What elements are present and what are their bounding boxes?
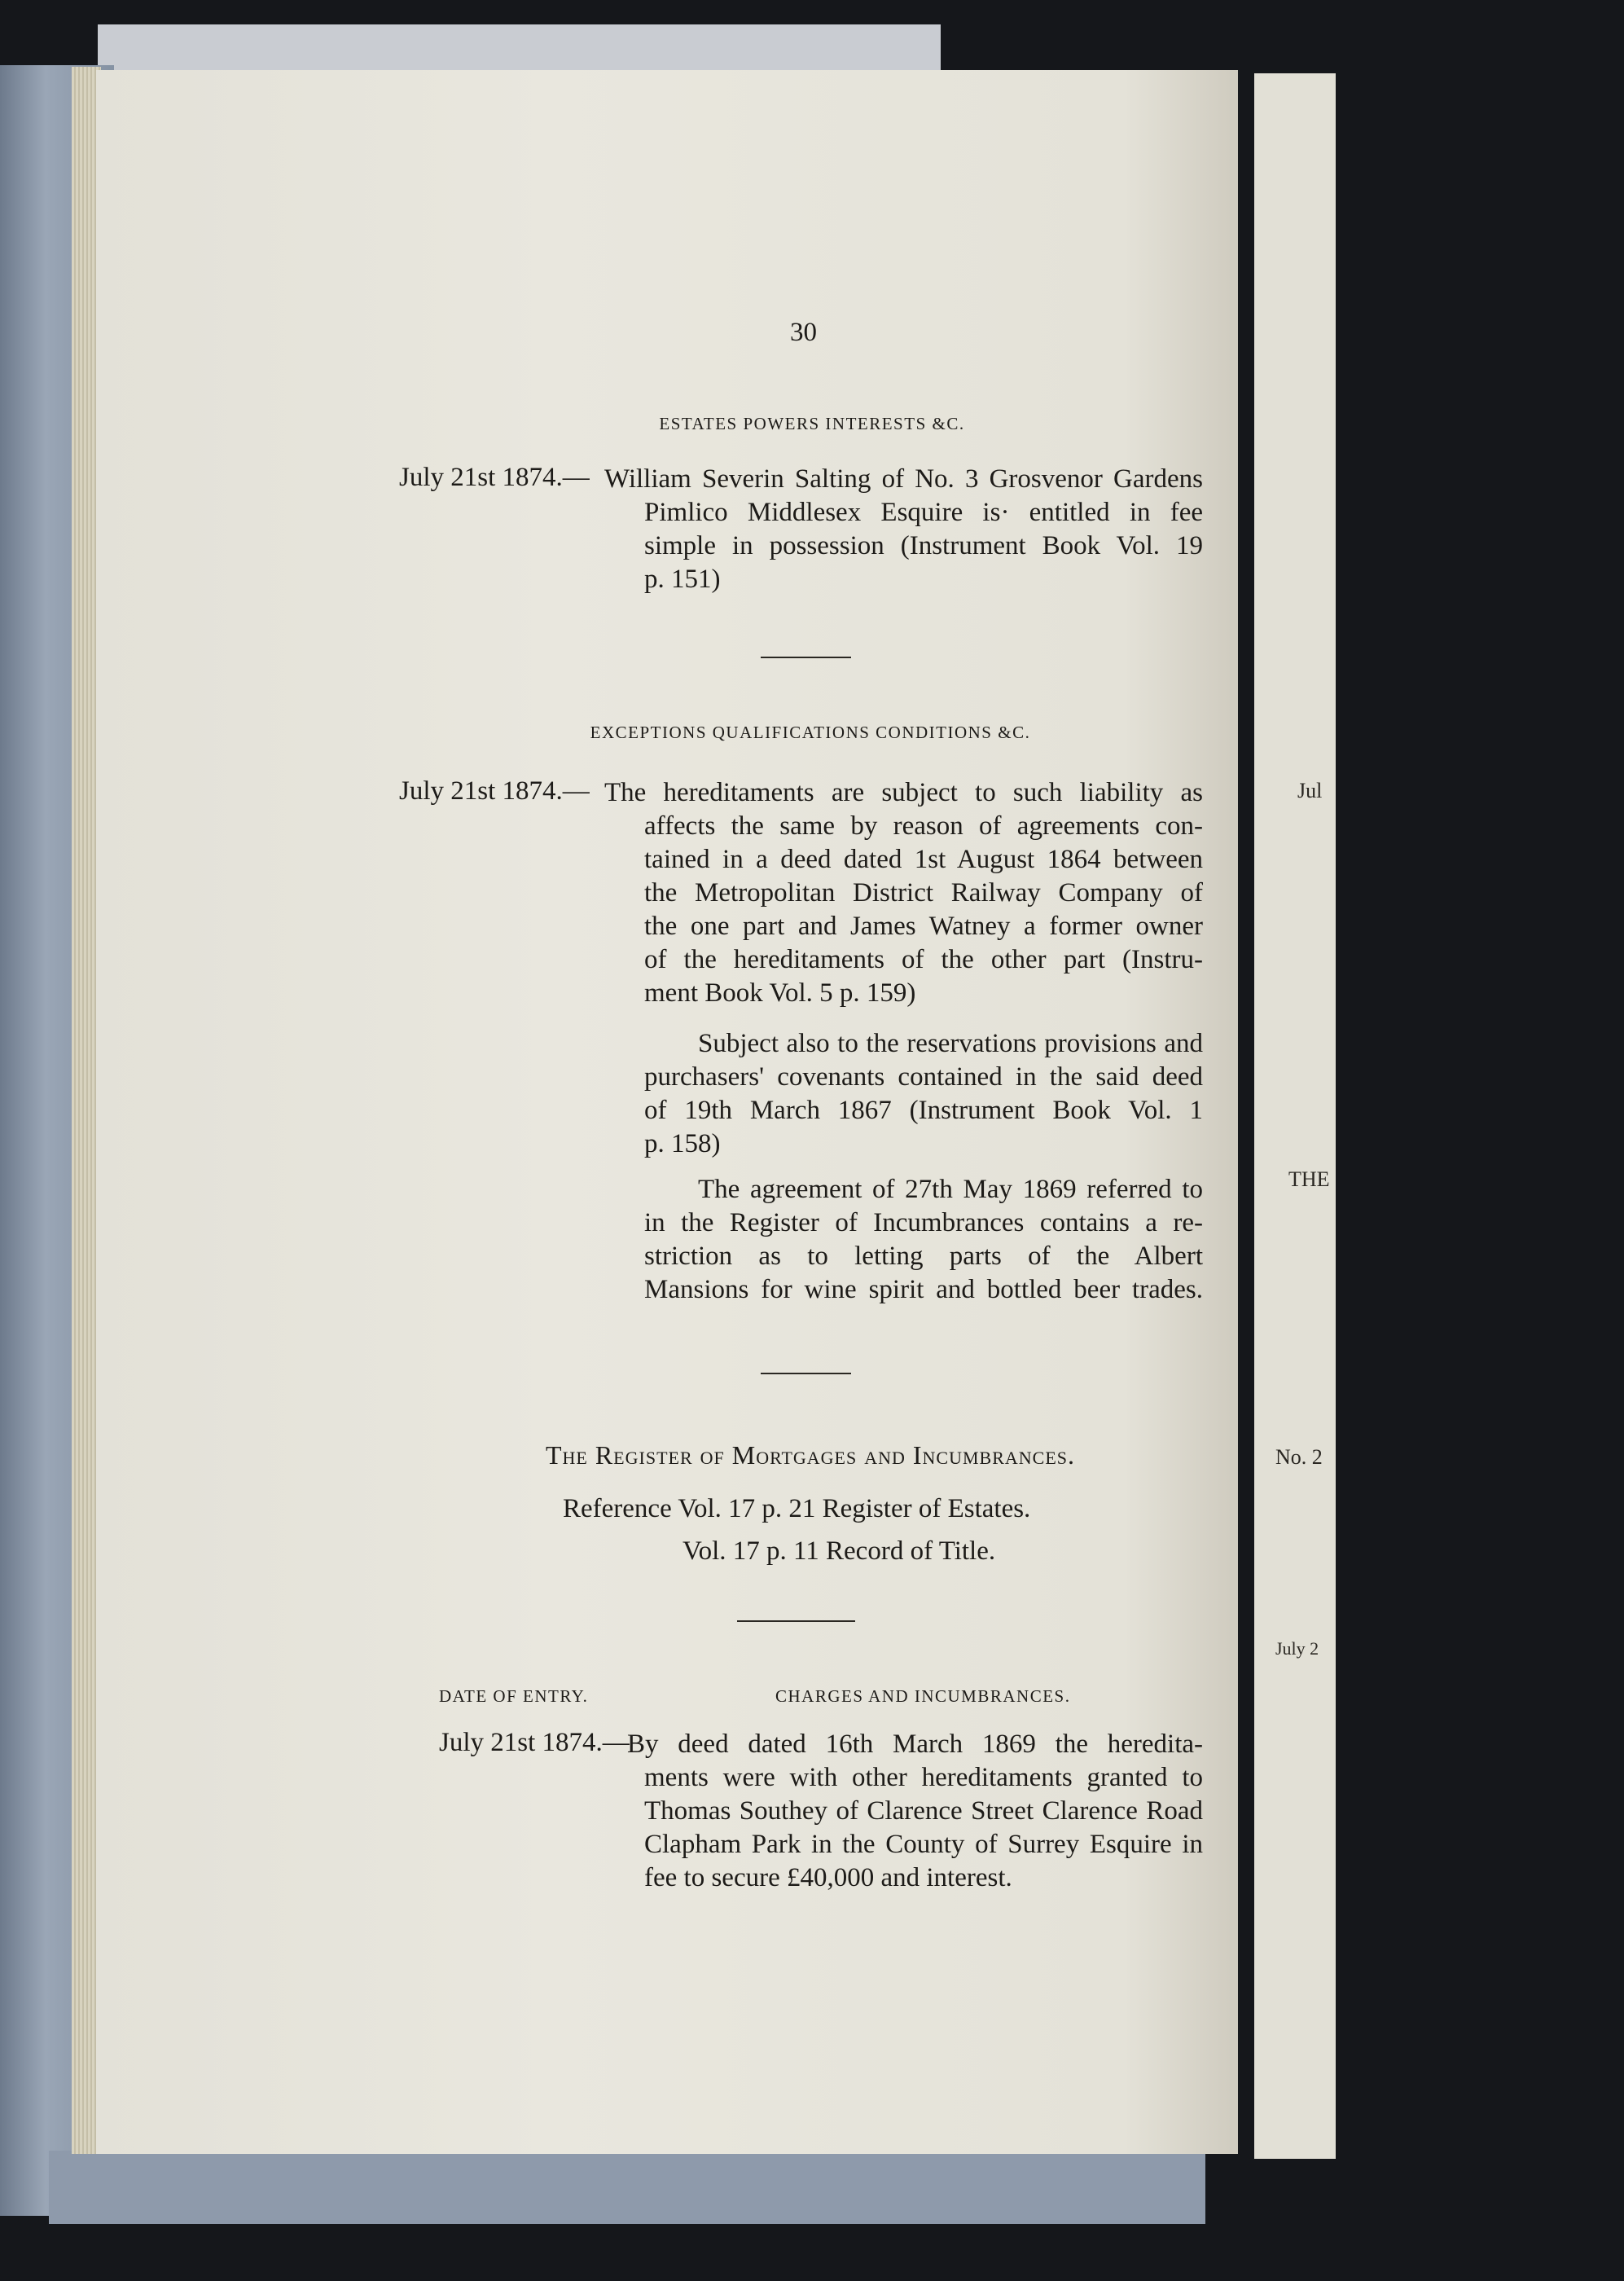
text-line: Clapham Park in the County of Surrey Esquire in xyxy=(644,1830,1203,1859)
text-line: the Metropolitan District Railway Company of xyxy=(644,878,1203,908)
facing-page-fragment: No. 2 xyxy=(1275,1445,1323,1469)
register-reference-title: Vol. 17 p. 11 Record of Title. xyxy=(683,1536,996,1566)
text-line: William Severin Salting of No. 3 Grosvenor Gardens xyxy=(604,464,1203,494)
text-line: p. 158) xyxy=(644,1129,721,1158)
entry-date: July 21st 1874.— xyxy=(439,1728,630,1757)
text-line: Thomas Southey of Clarence Street Clarence Road xyxy=(644,1796,1203,1826)
text-line: of 19th March 1867 (Instrument Book Vol. 1 xyxy=(644,1096,1203,1125)
text-line: Subject also to the reservations provisions and xyxy=(698,1029,1203,1058)
text-line: Pimlico Middlesex Esquire is· entitled in fee xyxy=(644,498,1203,527)
top-sheet xyxy=(98,24,941,70)
text-line: ment Book Vol. 5 p. 159) xyxy=(644,978,916,1008)
column-header-date: DATE OF ENTRY. xyxy=(439,1686,589,1706)
book-cover-bottom xyxy=(49,2151,1205,2224)
section-heading-exceptions: EXCEPTIONS QUALIFICATIONS CONDITIONS &C. xyxy=(590,723,1031,742)
register-heading: The Register of Mortgages and Incumbrances. xyxy=(545,1440,1076,1470)
text-line: tained in a deed dated 1st August 1864 between xyxy=(644,845,1203,874)
page-number: 30 xyxy=(790,318,817,347)
text-line: the one part and James Watney a former owner xyxy=(644,912,1203,941)
divider-rule xyxy=(761,1373,851,1374)
column-header-charges: CHARGES AND INCUMBRANCES. xyxy=(775,1686,1071,1706)
text-line: simple in possession (Instrument Book Vol. 19 xyxy=(644,531,1203,560)
text-line: The agreement of 27th May 1869 referred to xyxy=(698,1175,1203,1204)
text-line: p. 151) xyxy=(644,565,721,594)
text-line: Mansions for wine spirit and bottled beer trades. xyxy=(644,1275,1203,1304)
divider-rule xyxy=(737,1620,855,1622)
entry-date: July 21st 1874.— xyxy=(399,776,590,806)
text-line: By deed dated 16th March 1869 the heredita- xyxy=(627,1729,1203,1759)
text-line: striction as to letting parts of the Albert xyxy=(644,1242,1203,1271)
facing-page-fragment: THE xyxy=(1288,1167,1330,1191)
text-line: ments were with other hereditaments granted to xyxy=(644,1763,1203,1792)
text-line: purchasers' covenants contained in the said deed xyxy=(644,1062,1203,1092)
text-line: The hereditaments are subject to such liability as xyxy=(604,778,1203,807)
facing-page xyxy=(1254,73,1336,2159)
text-line: affects the same by reason of agreements con- xyxy=(644,811,1203,841)
register-reference-estates: Reference Vol. 17 p. 21 Register of Estates. xyxy=(563,1494,1031,1523)
section-heading-estates: ESTATES POWERS INTERESTS &C. xyxy=(659,414,965,433)
facing-page-fragment: July 2 xyxy=(1275,1638,1319,1659)
facing-page-fragment: Jul xyxy=(1297,779,1323,802)
text-line: fee to secure £40,000 and interest. xyxy=(644,1863,1012,1892)
text-line: in the Register of Incumbrances contains a re- xyxy=(644,1208,1203,1237)
text-line: of the hereditaments of the other part (Instru- xyxy=(644,945,1203,974)
entry-date: July 21st 1874.— xyxy=(399,463,590,492)
divider-rule xyxy=(761,657,851,658)
